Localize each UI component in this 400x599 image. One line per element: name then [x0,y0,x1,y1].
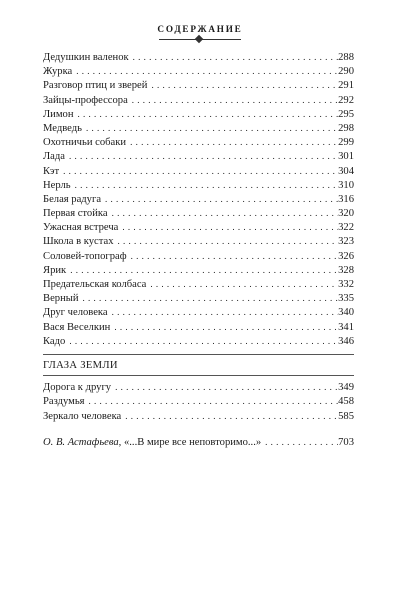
page-title: СОДЕРЖАНИЕ [157,24,243,34]
toc-entry [43,334,354,348]
toc-leader-dots [126,135,338,150]
toc-entry-page: 288 [338,52,354,63]
toc-entry [43,380,354,394]
toc-entry-page: 332 [338,279,354,290]
toc-entry-page: 304 [338,165,354,177]
toc-leader-dots [71,178,338,193]
toc-entry-page: 340 [338,307,354,319]
toc-entry [43,277,354,291]
toc-entry [43,107,354,121]
toc-entry [43,305,354,319]
toc-entry [43,220,354,234]
toc-entry-page: 320 [338,208,354,220]
toc-entry-title: Раздумья [43,396,85,408]
toc-entry-page: 290 [338,66,354,78]
toc-entry [43,192,354,206]
toc-leader-dots [108,305,338,320]
toc-entry [43,234,354,248]
toc-leader-dots [146,277,338,292]
toc-leader-dots [147,78,338,93]
toc-leader-dots [128,93,338,108]
toc-entry [43,149,354,163]
toc-entry-page: 316 [338,193,354,205]
toc-entry-page: 328 [338,264,354,276]
toc-entry-title: Охотничьи собаки [43,137,127,149]
toc-entry [43,121,354,135]
toc-leader-dots [72,64,338,79]
toc-entry-title: Соловей-топограф [43,250,127,262]
toc-leader-dots [65,149,338,164]
section-entries [43,380,354,423]
toc-entry-page: 335 [338,293,354,305]
section-title: ГЛАЗА ЗЕМЛИ [43,359,118,371]
toc-entry-title: Друг человека [43,307,108,319]
toc-entry-page: 292 [338,94,354,106]
toc-leader-dots [85,394,339,409]
toc-entry-title: Медведь [43,122,82,134]
table-of-contents [43,50,354,449]
toc-entry-title: Зайцы-профессора [43,94,128,106]
toc-entry-title: Лимон [43,108,74,120]
toc-entry-page: 703 [338,436,354,448]
toc-entry-title: Белая радуга [43,193,102,205]
toc-leader-dots [261,435,338,450]
toc-entry [43,50,354,64]
toc-entry-title: Вася Веселкин [43,321,111,333]
toc-leader-dots [129,50,338,65]
toc-leader-dots [82,121,338,136]
toc-entry-title: Ярик [43,264,67,276]
toc-entry-title: Дедушкин валенок [43,52,129,63]
toc-leader-dots [110,320,338,335]
toc-entry-page: 310 [338,179,354,191]
toc-leader-dots [66,263,338,278]
toc-leader-dots [59,164,338,179]
afterword-title: «...В мире все неповторимо...» [123,436,262,448]
toc-leader-dots [108,206,339,221]
toc-entry-title: Нерль [43,179,71,191]
toc-entry-title: Предательская колбаса [43,279,147,290]
toc-entry-title: Кэт [43,165,60,177]
toc-entry-page: 326 [338,250,354,262]
toc-entry-page: 349 [338,382,354,394]
toc-entry-title [43,436,261,450]
toc-leader-dots [127,249,339,264]
toc-entry-page: 323 [338,236,354,248]
toc-entry-page: 585 [338,410,354,422]
toc-entry [43,263,354,277]
toc-entry-page: 458 [338,396,354,408]
toc-entry-page: 299 [338,137,354,149]
toc-entry [43,78,354,92]
toc-entry-page: 295 [338,108,354,120]
toc-entry-page: 291 [338,80,354,92]
toc-entry-title: Школа в кустах [43,236,114,248]
toc-entry-title: Дорога к другу [43,382,112,394]
toc-entry [43,164,354,178]
toc-entry-afterword [43,435,354,449]
header-ornament [159,36,241,43]
toc-entry [43,93,354,107]
toc-entry-title: Журка [43,66,73,78]
toc-leader-dots [65,334,338,349]
section-rule-top [43,354,354,355]
toc-entry-title: Зеркало человека [43,410,122,422]
toc-entry [43,394,354,408]
toc-entry [43,409,354,423]
toc-entry-title: Верный [43,293,79,305]
toc-entry [43,64,354,78]
toc-entry [43,178,354,192]
toc-entry-title: Разговор птиц и зверей [43,80,148,92]
toc-entry-page: 341 [338,321,354,333]
toc-leader-dots [121,409,338,424]
toc-entry-page: 346 [338,335,354,347]
toc-entry [43,249,354,263]
toc-leader-dots [79,291,339,306]
ornament-diamond [195,35,203,43]
toc-leader-dots [118,220,338,235]
toc-entry-page: 322 [338,222,354,234]
toc-entry [43,320,354,334]
toc-entry-title: Первая стойка [43,208,108,220]
toc-entry [43,135,354,149]
toc-leader-dots [111,380,338,395]
afterword-author: О. В. Астафьева, [43,436,122,448]
toc-leader-dots [101,192,338,207]
toc-entry-page: 298 [338,122,354,134]
toc-entries [43,50,354,348]
toc-leader-dots [74,107,339,122]
toc-leader-dots [114,234,339,249]
toc-entry-page: 301 [338,151,354,163]
toc-entry-title: Кадо [43,335,66,347]
toc-entry [43,206,354,220]
toc-entry [43,291,354,305]
toc-entry-title: Ужасная встреча [43,222,119,234]
toc-entry-title: Лада [43,151,65,163]
